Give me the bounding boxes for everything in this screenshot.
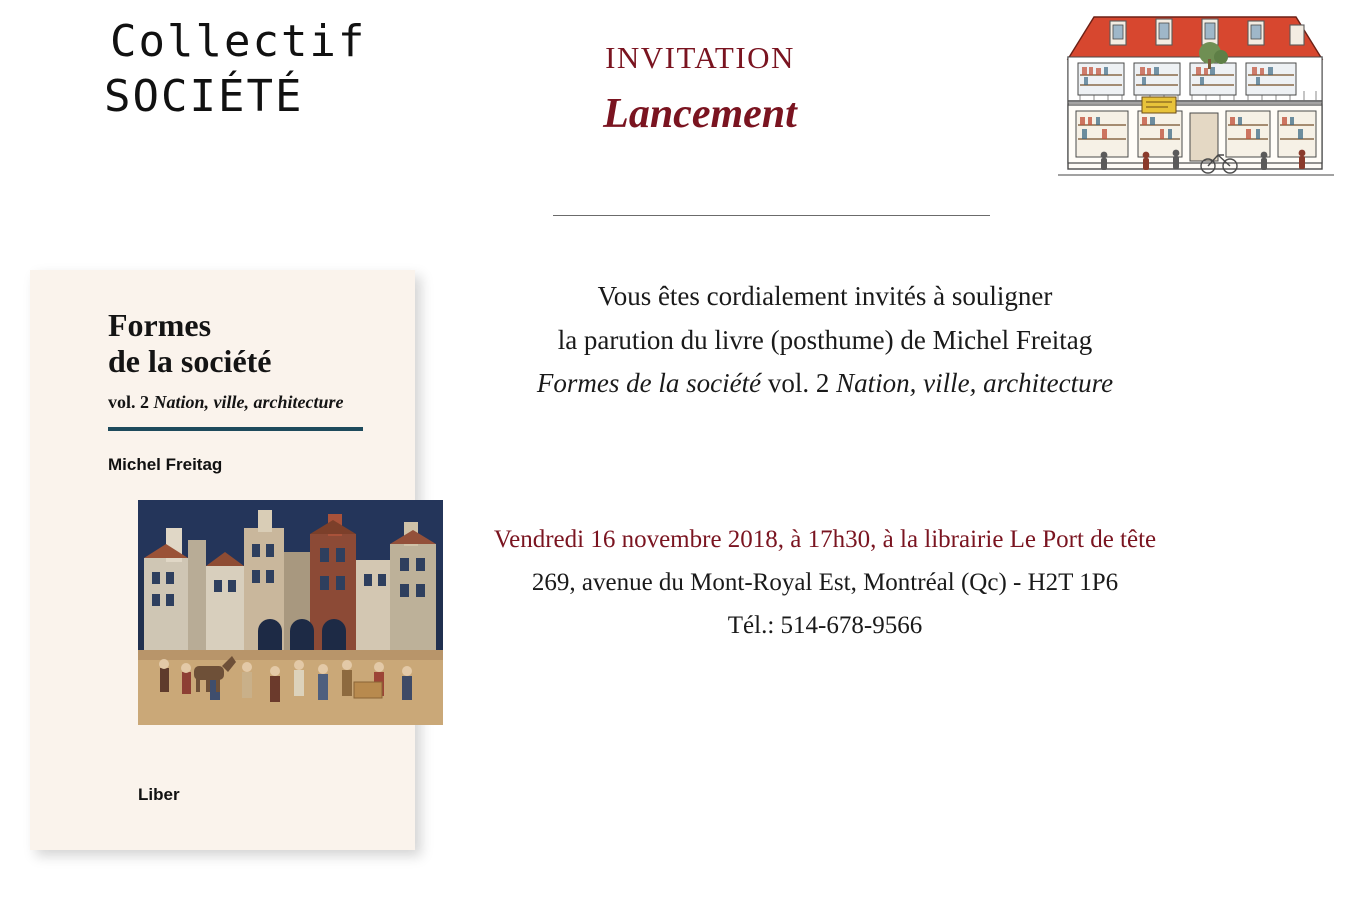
event-phone: Tél.: 514-678-9566 bbox=[727, 612, 923, 639]
book-title bbox=[108, 308, 391, 380]
invitation-body-line-3 bbox=[435, 362, 1215, 406]
book-publisher: Liber bbox=[138, 785, 180, 804]
book-subtitle bbox=[108, 392, 391, 413]
book-cover-divider bbox=[108, 427, 363, 431]
invitation-kicker: INVITATION bbox=[605, 40, 795, 75]
invitation-body bbox=[435, 275, 1215, 406]
referenced-book-subtitle: Nation, ville, architecture bbox=[836, 368, 1114, 399]
event-address: 269, avenue du Mont-Royal Est, Montréal (Qc) - H2T 1P6 bbox=[531, 569, 1119, 596]
brand-line-2: SOCIÉTÉ bbox=[104, 71, 304, 122]
bookstore-facade-illustration bbox=[1050, 5, 1340, 185]
book-cover-artwork bbox=[138, 500, 443, 725]
invitation-heading bbox=[430, 40, 970, 138]
referenced-book-title: Formes de la société bbox=[536, 368, 762, 399]
brand-line-1: Collectif bbox=[110, 16, 367, 67]
event-date: Vendredi 16 novembre 2018, à 17h30, à la librairie Le Port de tête bbox=[493, 526, 1157, 553]
brand-logotype bbox=[104, 14, 366, 124]
invitation-title: Lancement bbox=[603, 91, 797, 137]
book-cover-text bbox=[108, 308, 391, 475]
invitation-body-line-2: la parution du livre (posthume) de Michel Freitag bbox=[557, 324, 1093, 355]
book-title-line-2: de la société bbox=[108, 342, 272, 379]
book-cover bbox=[30, 270, 415, 850]
invitation-body-line-1: Vous êtes cordialement invités à souligner bbox=[597, 281, 1053, 311]
horizontal-divider bbox=[553, 215, 990, 216]
book-author: Michel Freitag bbox=[108, 454, 223, 474]
book-volume-label: vol. 2 bbox=[108, 391, 150, 412]
book-title-line-1: Formes bbox=[108, 307, 212, 343]
referenced-book-volume: vol. 2 bbox=[761, 368, 837, 399]
event-details bbox=[400, 518, 1250, 647]
book-volume-subtitle: Nation, ville, architecture bbox=[153, 391, 344, 412]
